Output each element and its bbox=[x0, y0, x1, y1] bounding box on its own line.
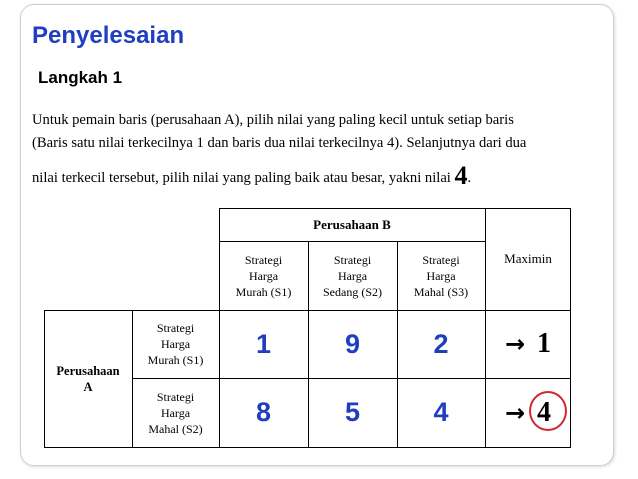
column-header-line: Strategi bbox=[422, 252, 460, 267]
maximin-header: Maximin bbox=[504, 251, 552, 266]
paragraph-line-1: Untuk pemain baris (perusahaan A), pilih nilai yang paling kecil untuk setiap baris bbox=[32, 112, 514, 128]
paragraph-highlight-value: 4 bbox=[454, 161, 468, 190]
row-header-line: Harga bbox=[160, 337, 191, 351]
maximin-value: 1 bbox=[537, 328, 552, 359]
row-header-line: Strategi bbox=[156, 389, 195, 404]
column-header-line: Murah (S1) bbox=[235, 284, 292, 299]
row-header-line: Murah (S1) bbox=[147, 353, 204, 367]
step-heading: Langkah 1 bbox=[38, 68, 123, 87]
slide-title: Penyelesaian bbox=[32, 22, 185, 49]
paragraph-line-3 bbox=[32, 161, 612, 190]
row-header-line: Strategi bbox=[156, 321, 195, 335]
column-header-line: Mahal (S3) bbox=[413, 284, 469, 299]
column-header-line: Sedang (S2) bbox=[323, 284, 382, 299]
payoff-value: 8 bbox=[255, 397, 272, 427]
paragraph-line-3-end: . bbox=[467, 170, 472, 186]
maximin-value: 4 bbox=[537, 396, 552, 428]
paragraph-line-2: (Baris satu nilai terkecilnya 1 dan baris dua nilai terkecilnya 4). Selanjutnya dari dua bbox=[32, 135, 527, 151]
payoff-value: 1 bbox=[255, 328, 272, 359]
row-group-header-line: Perusahaan bbox=[56, 364, 120, 378]
payoff-value: 9 bbox=[344, 328, 361, 359]
column-header-line: Strategi bbox=[244, 252, 283, 267]
row-group-header-line: A bbox=[83, 380, 93, 394]
payoff-value: 2 bbox=[433, 328, 449, 359]
paragraph-line-3-text: nilai terkecil tersebut, pilih nilai yang paling baik atau besar, yakni nilai bbox=[32, 170, 451, 186]
arrow-right-icon: → bbox=[504, 398, 526, 427]
column-header-line: Harga bbox=[337, 268, 368, 283]
payoff-value: 4 bbox=[433, 397, 449, 427]
row-header-line: Harga bbox=[160, 405, 191, 420]
payoff-value: 5 bbox=[344, 397, 361, 427]
row-header-line: Mahal (S2) bbox=[148, 421, 203, 436]
column-header-line: Harga bbox=[426, 268, 456, 283]
arrow-right-icon: → bbox=[504, 330, 526, 358]
column-header-line: Harga bbox=[248, 268, 279, 283]
column-group-header: Perusahaan B bbox=[313, 216, 391, 232]
column-header-line: Strategi bbox=[333, 252, 372, 267]
explanation-paragraph bbox=[32, 109, 612, 190]
